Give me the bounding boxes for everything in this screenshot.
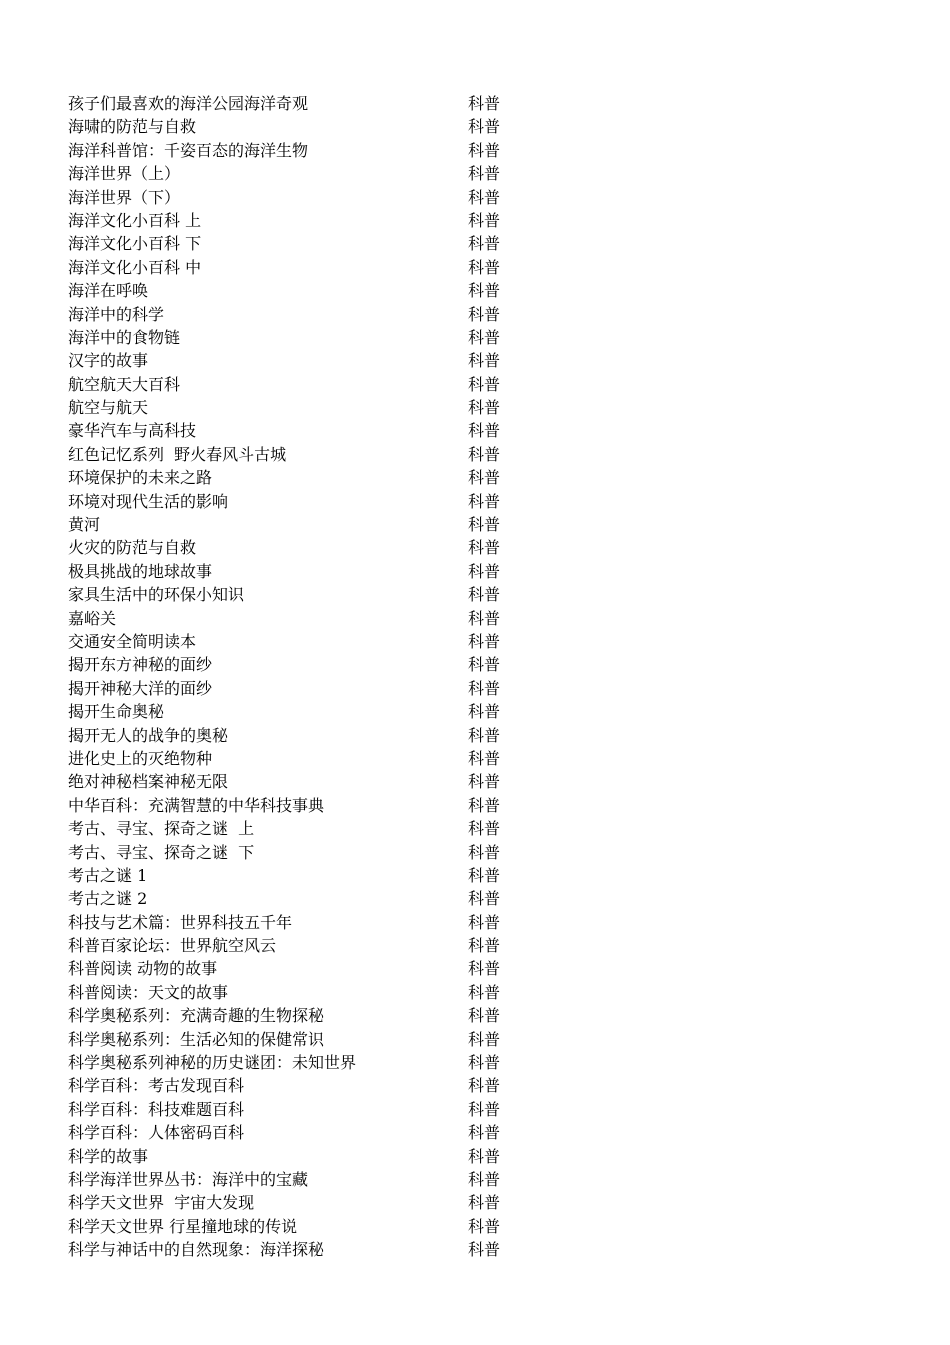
book-title: 科学天文世界 行星撞地球的传说 <box>68 1216 298 1236</box>
book-category: 科普 <box>468 865 501 885</box>
book-title: 科学百科：人体密码百科 <box>68 1123 245 1143</box>
book-title: 揭开神秘大洋的面纱 <box>68 678 213 698</box>
book-title: 考古、寻宝、探奇之谜 上 <box>68 819 255 839</box>
list-item <box>68 536 528 559</box>
book-title: 嘉峪关 <box>68 608 117 628</box>
book-title: 科技与艺术篇：世界科技五千年 <box>68 912 293 932</box>
list-item <box>68 607 528 630</box>
list-item <box>68 724 528 747</box>
book-category: 科普 <box>468 702 501 722</box>
book-category: 科普 <box>468 234 501 254</box>
book-title: 极具挑战的地球故事 <box>68 561 213 581</box>
book-category: 科普 <box>468 281 501 301</box>
book-category: 科普 <box>468 468 501 488</box>
book-title: 红色记忆系列 野火春风斗古城 <box>68 444 287 464</box>
book-title: 海洋世界（上） <box>68 164 181 184</box>
book-category: 科普 <box>468 187 501 207</box>
book-category: 科普 <box>468 725 501 745</box>
book-category: 科普 <box>468 608 501 628</box>
list-item <box>68 817 528 840</box>
book-category: 科普 <box>468 164 501 184</box>
book-category: 科普 <box>468 140 501 160</box>
list-item <box>68 1168 528 1191</box>
book-title: 科学奥秘系列：生活必知的保健常识 <box>68 1029 325 1049</box>
book-category: 科普 <box>468 327 501 347</box>
list-item <box>68 209 528 232</box>
book-category: 科普 <box>468 936 501 956</box>
book-category: 科普 <box>468 538 501 558</box>
book-category: 科普 <box>468 257 501 277</box>
list-item <box>68 466 528 489</box>
book-category: 科普 <box>468 819 501 839</box>
book-title: 科学百科：考古发现百科 <box>68 1076 245 1096</box>
book-title: 海洋中的食物链 <box>68 327 181 347</box>
book-category: 科普 <box>468 1240 501 1260</box>
list-item <box>68 303 528 326</box>
book-category: 科普 <box>468 444 501 464</box>
book-title: 考古、寻宝、探奇之谜 下 <box>68 842 255 862</box>
list-item <box>68 139 528 162</box>
book-title: 海洋文化小百科 上 <box>68 210 202 230</box>
book-category: 科普 <box>468 889 501 909</box>
list-item <box>68 279 528 302</box>
book-category: 科普 <box>468 421 501 441</box>
list-item <box>68 513 528 536</box>
list-item <box>68 747 528 770</box>
book-title: 黄河 <box>68 515 101 535</box>
book-title: 海洋文化小百科 下 <box>68 234 202 254</box>
book-title: 揭开无人的战争的奥秘 <box>68 725 229 745</box>
list-item <box>68 1238 528 1261</box>
list-item <box>68 1191 528 1214</box>
book-title: 科学与神话中的自然现象：海洋探秘 <box>68 1240 325 1260</box>
book-category: 科普 <box>468 959 501 979</box>
book-title: 揭开东方神秘的面纱 <box>68 655 213 675</box>
book-title: 科普阅读：天文的故事 <box>68 982 229 1002</box>
list-item <box>68 1215 528 1238</box>
book-category: 科普 <box>468 912 501 932</box>
book-title: 航空与航天 <box>68 398 149 418</box>
book-title: 科学天文世界 宇宙大发现 <box>68 1193 255 1213</box>
book-title: 豪华汽车与高科技 <box>68 421 197 441</box>
list-item <box>68 1074 528 1097</box>
book-category: 科普 <box>468 1006 501 1026</box>
book-category: 科普 <box>468 678 501 698</box>
book-category: 科普 <box>468 94 501 113</box>
book-category: 科普 <box>468 491 501 511</box>
book-category: 科普 <box>468 795 501 815</box>
book-title: 考古之谜 2 <box>68 889 148 909</box>
book-title: 科学海洋世界丛书：海洋中的宝藏 <box>68 1169 309 1189</box>
book-category: 科普 <box>468 748 501 768</box>
book-title: 家具生活中的环保小知识 <box>68 585 245 605</box>
book-title: 航空航天大百科 <box>68 374 181 394</box>
book-title: 考古之谜 1 <box>68 865 148 885</box>
book-title: 环境对现代生活的影响 <box>68 491 229 511</box>
book-category: 科普 <box>468 561 501 581</box>
book-title: 环境保护的未来之路 <box>68 468 213 488</box>
list-item <box>68 700 528 723</box>
book-category: 科普 <box>468 1216 501 1236</box>
list-item <box>68 115 528 138</box>
book-category: 科普 <box>468 1123 501 1143</box>
list-item <box>68 794 528 817</box>
book-category: 科普 <box>468 210 501 230</box>
book-category: 科普 <box>468 1099 501 1119</box>
list-item <box>68 864 528 887</box>
book-category: 科普 <box>468 982 501 1002</box>
book-title: 科普百家论坛：世界航空风云 <box>68 936 277 956</box>
book-title: 科普阅读 动物的故事 <box>68 959 218 979</box>
book-category: 科普 <box>468 1169 501 1189</box>
book-title: 科学百科：科技难题百科 <box>68 1099 245 1119</box>
book-title: 海洋在呼唤 <box>68 281 149 301</box>
book-title: 进化史上的灭绝物种 <box>68 748 213 768</box>
list-item <box>68 419 528 442</box>
list-item <box>68 443 528 466</box>
book-title: 绝对神秘档案神秘无限 <box>68 772 229 792</box>
book-category: 科普 <box>468 585 501 605</box>
book-title: 揭开生命奥秘 <box>68 702 165 722</box>
list-item <box>68 256 528 279</box>
book-title: 海啸的防范与自救 <box>68 117 197 137</box>
book-title: 火灾的防范与自救 <box>68 538 197 558</box>
list-item <box>68 887 528 910</box>
list-item <box>68 841 528 864</box>
list-item <box>68 162 528 185</box>
list-item <box>68 1121 528 1144</box>
book-category: 科普 <box>468 772 501 792</box>
list-item <box>68 770 528 793</box>
list-item <box>68 326 528 349</box>
list-item <box>68 981 528 1004</box>
book-category: 科普 <box>468 842 501 862</box>
book-title: 科学奥秘系列神秘的历史谜团：未知世界 <box>68 1053 357 1073</box>
book-category: 科普 <box>468 351 501 371</box>
list-item <box>68 373 528 396</box>
book-category: 科普 <box>468 631 501 651</box>
list-item <box>68 1145 528 1168</box>
book-category: 科普 <box>468 515 501 535</box>
book-title: 海洋世界（下） <box>68 187 181 207</box>
list-item <box>68 677 528 700</box>
list-item <box>68 653 528 676</box>
list-item <box>68 490 528 513</box>
list-item <box>68 1028 528 1051</box>
book-category: 科普 <box>468 1053 501 1073</box>
book-category: 科普 <box>468 374 501 394</box>
book-category: 科普 <box>468 1146 501 1166</box>
book-title: 孩子们最喜欢的海洋公园海洋奇观 <box>68 94 309 113</box>
book-category: 科普 <box>468 1076 501 1096</box>
list-item <box>68 1098 528 1121</box>
book-category: 科普 <box>468 1029 501 1049</box>
list-item <box>68 560 528 583</box>
list-item <box>68 911 528 934</box>
book-title: 海洋中的科学 <box>68 304 165 324</box>
list-item <box>68 186 528 209</box>
list-item <box>68 630 528 653</box>
book-category: 科普 <box>468 304 501 324</box>
list-item <box>68 583 528 606</box>
book-title: 中华百科：充满智慧的中华科技事典 <box>68 795 325 815</box>
book-category: 科普 <box>468 655 501 675</box>
book-title: 海洋文化小百科 中 <box>68 257 202 277</box>
book-title: 科学的故事 <box>68 1146 149 1166</box>
list-item <box>68 396 528 419</box>
book-title: 海洋科普馆：千姿百态的海洋生物 <box>68 140 309 160</box>
list-item <box>68 957 528 980</box>
book-category: 科普 <box>468 398 501 418</box>
book-title: 汉字的故事 <box>68 351 149 371</box>
list-item <box>68 92 528 115</box>
book-title: 科学奥秘系列：充满奇趣的生物探秘 <box>68 1006 325 1026</box>
list-item <box>68 1051 528 1074</box>
list-item <box>68 349 528 372</box>
list-item <box>68 232 528 255</box>
book-category: 科普 <box>468 117 501 137</box>
list-item <box>68 1004 528 1027</box>
book-title: 交通安全简明读本 <box>68 631 197 651</box>
book-list <box>68 92 528 1262</box>
book-category: 科普 <box>468 1193 501 1213</box>
list-item <box>68 934 528 957</box>
